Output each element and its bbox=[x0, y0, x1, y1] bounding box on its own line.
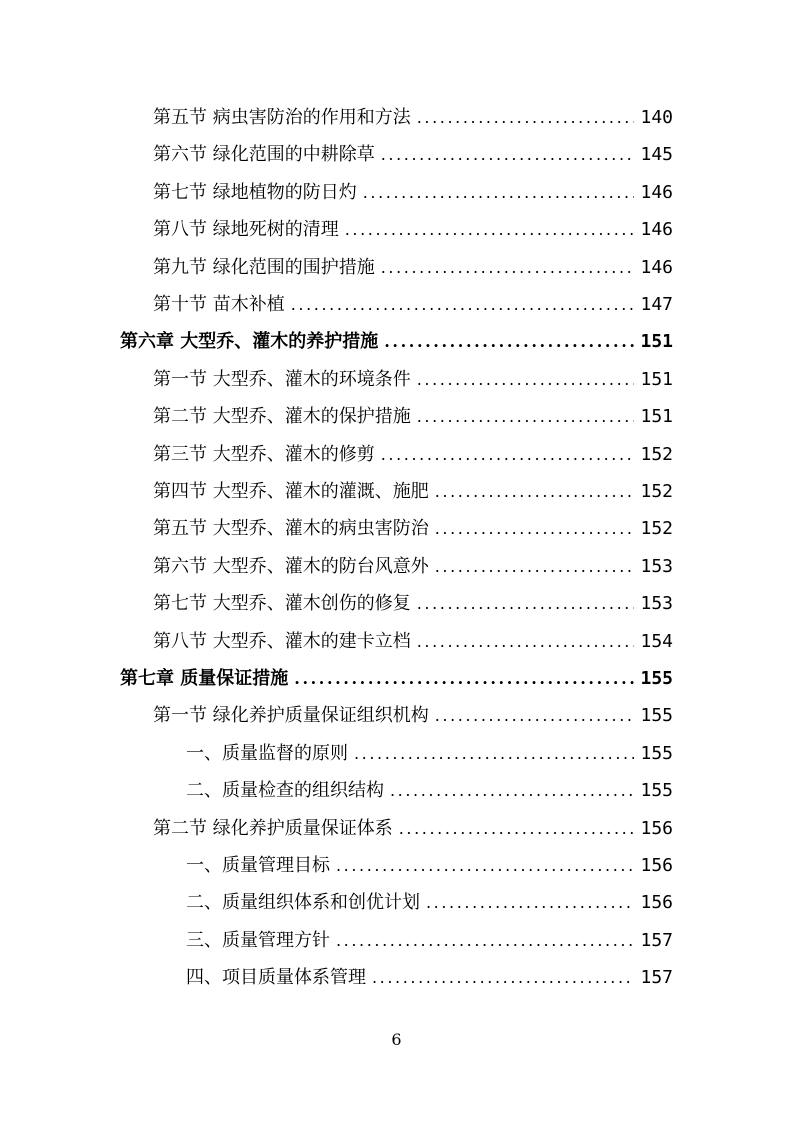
toc-entry-label: 第一节 绿化养护质量保证组织机构 bbox=[153, 705, 429, 727]
toc-section-entry[interactable] bbox=[153, 585, 673, 622]
toc-entry-label: 第四节 大型乔、灌木的灌溉、施肥 bbox=[153, 481, 429, 502]
page-number: 6 bbox=[391, 1030, 402, 1049]
toc-dot-leader bbox=[363, 174, 635, 211]
toc-entry-label: 一、质量监督的原则 bbox=[186, 742, 348, 764]
toc-entry-label: 二、质量组织体系和创优计划 bbox=[186, 892, 420, 914]
toc-section-entry[interactable] bbox=[153, 473, 673, 510]
toc-dot-leader bbox=[381, 436, 635, 473]
toc-section-entry[interactable] bbox=[153, 211, 673, 248]
toc-page-number: 155 bbox=[640, 742, 673, 764]
toc-entry-label: 第五节 大型乔、灌木的病虫害防治 bbox=[153, 518, 429, 540]
toc-dot-leader bbox=[372, 959, 634, 996]
toc-section-entry[interactable] bbox=[153, 398, 673, 435]
toc-page-number: 146 bbox=[640, 256, 673, 278]
toc-page-number: 147 bbox=[640, 294, 673, 315]
toc-chapter-entry[interactable] bbox=[120, 323, 673, 360]
toc-dot-leader bbox=[417, 361, 635, 398]
toc-subsection-entry[interactable] bbox=[186, 847, 673, 884]
toc-entry-label: 四、项目质量体系管理 bbox=[186, 967, 366, 989]
toc-dot-leader bbox=[381, 249, 635, 286]
toc-entry-label: 第五节 病虫害防治的作用和方法 bbox=[153, 107, 411, 128]
toc-dot-leader bbox=[399, 810, 635, 847]
toc-section-entry[interactable] bbox=[153, 697, 673, 734]
toc-dot-leader bbox=[417, 99, 635, 136]
toc-page-number: 153 bbox=[640, 593, 673, 615]
toc-section-entry[interactable] bbox=[153, 174, 673, 211]
toc-subsection-entry[interactable] bbox=[186, 884, 673, 921]
toc-page-number: 146 bbox=[640, 219, 673, 241]
toc-page-number: 140 bbox=[640, 107, 673, 128]
toc-dot-leader bbox=[381, 136, 635, 173]
toc-page-number: 156 bbox=[640, 892, 673, 914]
toc-entry-label: 第七节 大型乔、灌木创伤的修复 bbox=[153, 593, 411, 615]
toc-chapter-entry[interactable] bbox=[120, 660, 673, 697]
toc-section-entry[interactable] bbox=[153, 286, 673, 323]
toc-dot-leader bbox=[435, 548, 635, 585]
toc-entry-label: 第七节 绿地植物的防日灼 bbox=[153, 181, 357, 203]
toc-entry-label: 第八节 绿地死树的清理 bbox=[153, 219, 339, 241]
toc-page-number: 151 bbox=[640, 331, 673, 353]
toc-section-entry[interactable] bbox=[153, 810, 673, 847]
toc-dot-leader bbox=[417, 623, 635, 660]
toc-page-number: 153 bbox=[640, 555, 673, 577]
toc-entry-label: 第二节 绿化养护质量保证体系 bbox=[153, 817, 393, 839]
toc-entry-label: 第八节 大型乔、灌木的建卡立档 bbox=[153, 630, 411, 652]
toc-page-number: 157 bbox=[640, 929, 673, 951]
toc-dot-leader bbox=[435, 697, 635, 734]
toc-page-number: 155 bbox=[640, 705, 673, 727]
toc-entry-label: 第六节 大型乔、灌木的防台风意外 bbox=[153, 555, 429, 577]
toc-entry-label: 一、质量管理目标 bbox=[186, 855, 330, 876]
toc-section-entry[interactable] bbox=[153, 249, 673, 286]
toc-page-number: 152 bbox=[640, 443, 673, 465]
toc-dot-leader bbox=[417, 585, 635, 622]
toc-page-number: 152 bbox=[640, 518, 673, 540]
toc-page-number: 151 bbox=[640, 368, 673, 390]
toc-page-number: 146 bbox=[640, 181, 673, 203]
toc-entry-label: 第七章 质量保证措施 bbox=[120, 668, 289, 689]
toc-entry-label: 第二节 大型乔、灌木的保护措施 bbox=[153, 406, 411, 428]
toc-dot-leader bbox=[435, 510, 635, 547]
toc-entry-label: 第十节 苗木补植 bbox=[153, 294, 285, 315]
toc-page-number: 157 bbox=[640, 967, 673, 989]
toc-section-entry[interactable] bbox=[153, 548, 673, 585]
toc-dot-leader bbox=[291, 286, 635, 323]
toc-subsection-entry[interactable] bbox=[186, 959, 673, 996]
toc-entry-label: 第一节 大型乔、灌木的环境条件 bbox=[153, 368, 411, 390]
toc-dot-leader bbox=[417, 398, 635, 435]
toc-section-entry[interactable] bbox=[153, 136, 673, 173]
toc-page-number: 152 bbox=[640, 481, 673, 502]
toc-page-number: 155 bbox=[640, 780, 673, 802]
toc-section-entry[interactable] bbox=[153, 99, 673, 136]
toc-section-entry[interactable] bbox=[153, 510, 673, 547]
toc-entry-label: 第六章 大型乔、灌木的养护措施 bbox=[120, 331, 379, 353]
toc-entry-label: 二、质量检查的组织结构 bbox=[186, 780, 384, 802]
toc-page-number: 145 bbox=[640, 144, 673, 166]
toc-dot-leader bbox=[336, 847, 634, 884]
toc-page-number: 155 bbox=[640, 668, 673, 689]
toc-dot-leader bbox=[384, 323, 634, 360]
toc-entry-label: 第九节 绿化范围的围护措施 bbox=[153, 256, 375, 278]
toc-page-number: 156 bbox=[640, 817, 673, 839]
toc-dot-leader bbox=[435, 473, 635, 510]
toc-dot-leader bbox=[390, 772, 634, 809]
toc-section-entry[interactable] bbox=[153, 436, 673, 473]
toc-page-number: 156 bbox=[640, 855, 673, 876]
toc-subsection-entry[interactable] bbox=[186, 922, 673, 959]
toc-section-entry[interactable] bbox=[153, 361, 673, 398]
toc-entry-label: 第六节 绿化范围的中耕除草 bbox=[153, 144, 375, 166]
toc-dot-leader bbox=[354, 735, 634, 772]
toc-page-number: 151 bbox=[640, 406, 673, 428]
toc-page-number: 154 bbox=[640, 630, 673, 652]
toc-section-entry[interactable] bbox=[153, 623, 673, 660]
toc-subsection-entry[interactable] bbox=[186, 772, 673, 809]
toc-dot-leader bbox=[336, 922, 634, 959]
toc-dot-leader bbox=[345, 211, 635, 248]
toc-dot-leader bbox=[294, 660, 634, 697]
toc-subsection-entry[interactable] bbox=[186, 735, 673, 772]
toc-entry-label: 第三节 大型乔、灌木的修剪 bbox=[153, 443, 375, 465]
toc-dot-leader bbox=[426, 884, 634, 921]
toc-entry-label: 三、质量管理方针 bbox=[186, 929, 330, 951]
